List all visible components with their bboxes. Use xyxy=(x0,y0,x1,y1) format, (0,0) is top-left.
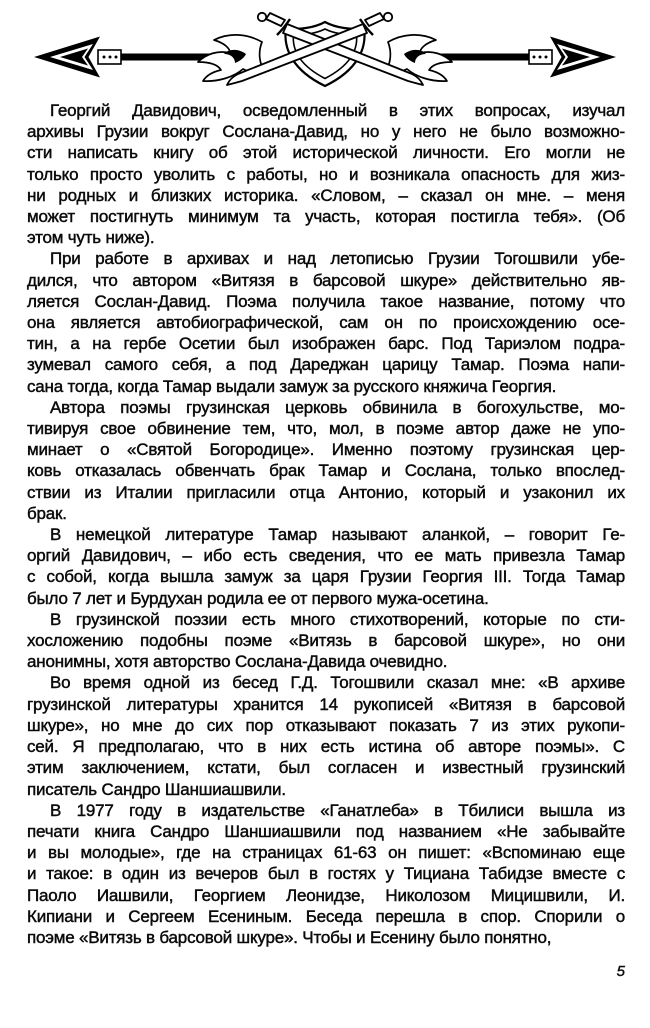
text-line: В немецкой литературе Тамар называют аланкой, – говорит Ге- xyxy=(50,525,625,545)
text-line: с собой, когда вышла замуж за царя Грузии Георгия III. Тогда Тамар xyxy=(27,567,625,587)
text-line: было 7 лет и Бурдухан родила ее от первого мужа-осетина. xyxy=(27,588,489,608)
body-text xyxy=(27,100,625,948)
page-number: 5 xyxy=(616,963,625,980)
text-line: шкуре», но мне до сих пор отказывают показать 7 из этих рукопи- xyxy=(27,715,625,735)
text-line: ни родных и близких историка. «Словом, – сказал он мне. – меня xyxy=(27,185,625,205)
text-line: Автора поэмы грузинская церковь обвинила в богохульстве, мо- xyxy=(50,397,625,417)
text-line: хосложению подобны поэме «Витязь в барсовой шкуре», но они xyxy=(27,631,625,651)
text-line: она является автобиографической, сам он по происхождению осе- xyxy=(27,313,625,333)
paragraph xyxy=(27,800,625,948)
paragraph xyxy=(27,672,625,799)
text-line: ковь отказалась обвенчать брак Тамар и Сослана, только впослед- xyxy=(27,461,625,481)
text-line: и вы молодые», где на страницах 61-63 он пишет: «Вспоминаю еще xyxy=(27,843,625,863)
text-line: только просто уволить с работы, но и возникала опасность для жиз- xyxy=(27,164,625,184)
text-line: сти написать книгу об этой исторической личности. Его могли не xyxy=(27,143,625,163)
text-line: тивируя свое обвинение тем, что, мол, в поэме автор даже не упо- xyxy=(27,419,625,439)
text-line: дился, что автором «Витязя в барсовой шкуре» действительно яв- xyxy=(27,270,625,290)
text-line: Паоло Иашвили, Георгием Леонидзе, Николозом Мицишвили, И. xyxy=(27,885,625,905)
text-line: сана тогда, когда Тамар выдали замуж за русского княжича Георгия. xyxy=(27,376,557,396)
text-line: грузинской литературы хранится 14 рукописей «Витязя в барсовой xyxy=(27,694,625,714)
text-line: сей. Я предполагаю, что в них есть истина об авторе поэмы». С xyxy=(27,737,625,757)
text-line: этом чуть ниже). xyxy=(27,228,155,248)
text-line: ствии из Италии пригласили отца Антонио, который и узаконил их xyxy=(27,482,625,502)
text-line: анонимны, хотя авторство Сослана-Давида очевидно. xyxy=(27,652,448,672)
text-line: ляется Сослан-Давид. Поэма получила такое название, потому что xyxy=(27,291,625,311)
text-line: тин, а на гербе Осетии был изображен барс. Под Тариэлом подра- xyxy=(27,334,625,354)
text-line: печати книга Сандро Шаншиашвили под названием «Не забывайте xyxy=(27,821,625,841)
text-line: Во время одной из бесед Г.Д. Тогошвили сказал мне: «В архиве xyxy=(50,673,625,693)
text-line: и такое: в один из вечеров был в гостях у Тициана Табидзе вместе с xyxy=(27,864,625,884)
text-line: этим заключением, кстати, был согласен и известный грузинский xyxy=(27,758,625,778)
text-line: архивы Грузии вокруг Сослана-Давид, но у него не было возможно- xyxy=(27,122,625,142)
text-line: Георгий Давидович, осведомленный в этих вопросах, изучал xyxy=(50,101,625,120)
text-line: зумевал самого себя, а под Дареджан царицу Тамар. Поэма напи- xyxy=(27,355,625,375)
text-line: минает о «Святой Богородице». Именно поэтому грузинская цер- xyxy=(27,440,625,460)
text-line: брак. xyxy=(27,503,67,523)
paragraph xyxy=(27,248,625,396)
text-line: поэме «Витязь в барсовой шкуре». Чтобы и Есенину было понятно, xyxy=(27,927,552,947)
text-line: Кипиани и Сергеем Есениным. Беседа перешла в спор. Спорили о xyxy=(27,906,625,926)
paragraph xyxy=(27,609,625,673)
text-line: может постигнуть минимум та участь, которая постигла тебя». (Об xyxy=(27,207,625,227)
text-line: писатель Сандро Шаншиашвили. xyxy=(27,779,286,799)
paragraph xyxy=(27,397,625,524)
divider-ornament xyxy=(0,0,650,101)
text-line: В 1977 году в издательстве «Ганатлеба» в Тбилиси вышла из xyxy=(50,800,625,820)
paragraph xyxy=(27,524,625,609)
paragraph xyxy=(27,100,625,248)
crossed-swords-shield-icon xyxy=(0,0,650,96)
text-line: В грузинской поэзии есть много стихотворений, которые по сти- xyxy=(50,609,625,629)
text-line: При работе в архивах и над летописью Грузии Тогошвили убе- xyxy=(50,249,625,269)
text-line: оргий Давидович, – ибо есть сведения, что ее мать привезла Тамар xyxy=(27,546,625,566)
